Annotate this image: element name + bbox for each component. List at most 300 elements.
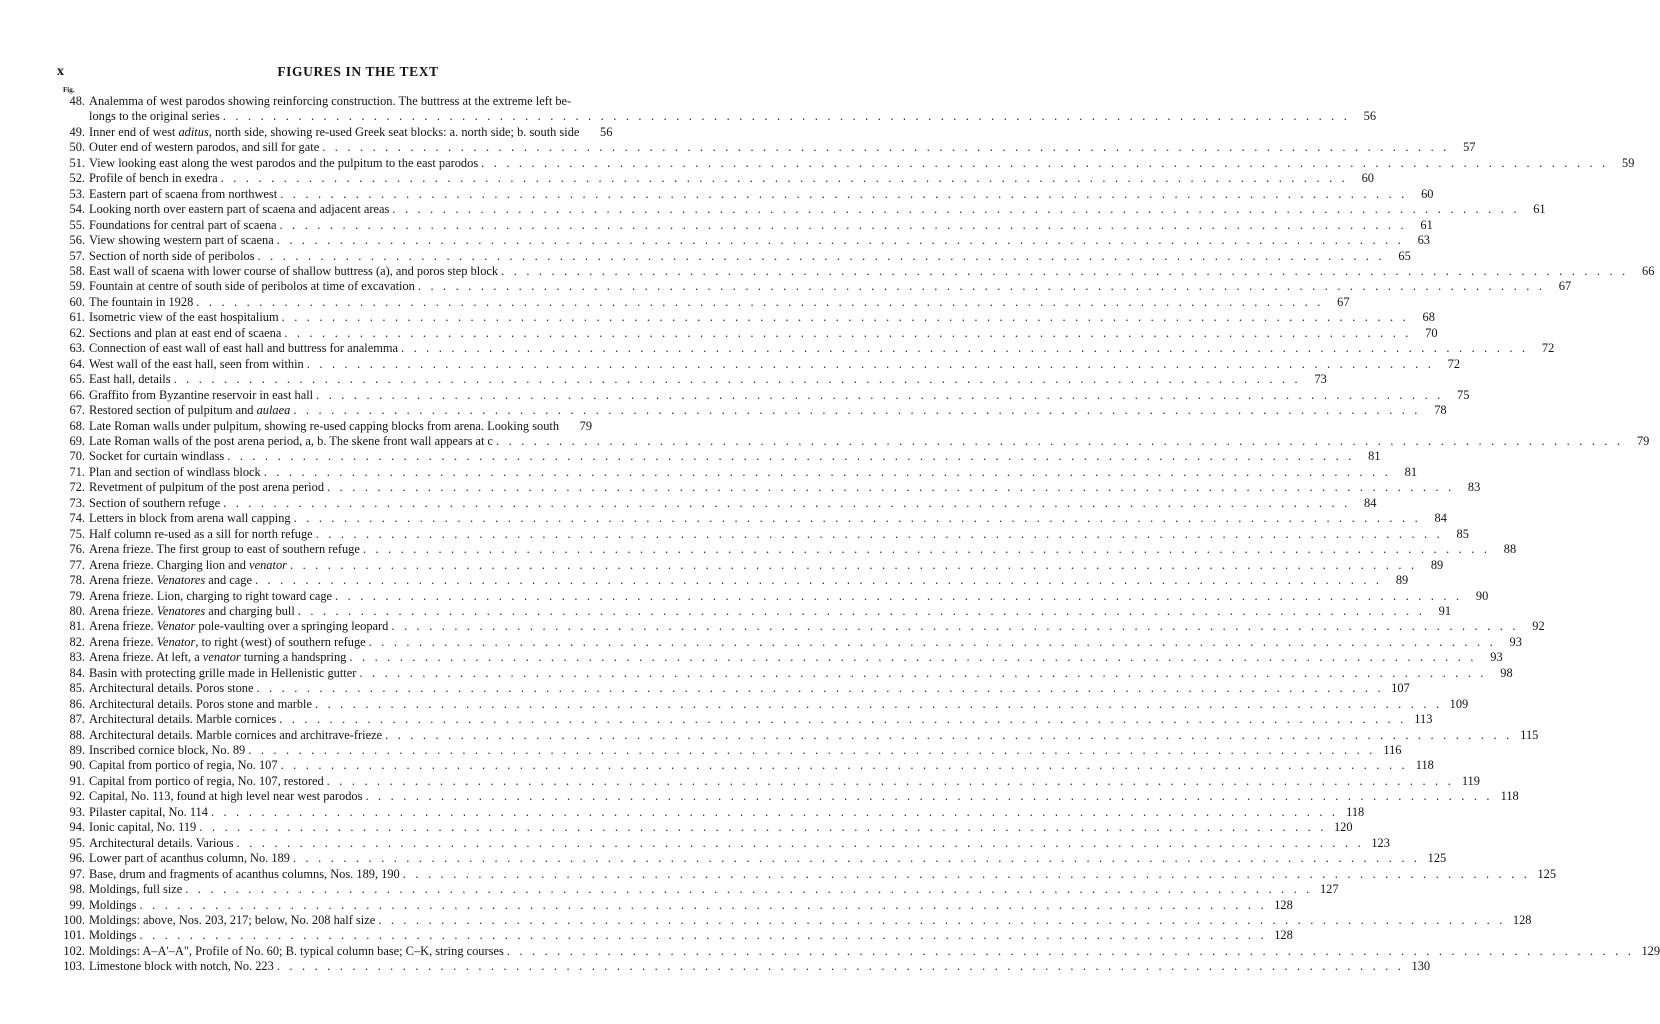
figure-number: 85. [69,681,85,696]
figure-page: 118 [1346,804,1365,819]
figure-entry [57,943,1660,959]
figure-entry-row [57,619,1545,634]
figure-entry-row [57,696,1469,712]
figure-entry [57,155,1635,171]
figure-caption: Half column re-used as a sill for north refuge [89,526,313,541]
figure-page: 88 [1503,542,1517,557]
figure-entry [57,511,1447,526]
dot-leader: . . . . . . . . . . . . . . . . . . . . . . . . . . . . . . . . . . . . . . . . . . . . . . . . . . . . . . . . . . . . . . . . . . . . . . . . . . . . . . . . . . . . . . . . . . [263,464,1392,479]
dot-leader: . . . . . . . . . . . . . . . . . . . . . . . . . . . . . . . . . . . . . . . . . . . . . . . . . . . . . . . . . . . . . . . . . . . . . . . . . . . . . . . . . . . . . . . . . . [256,681,1384,696]
figure-caption: Section of southern refuge [89,495,221,510]
dot-leader: . . . . . . . . . . . . . . . . . . . . . . . . . . . . . . . . . . . . . . . . . . . . . . . . . . . . . . . . . . . . . . . . . . . . . . . . . . . . . . . . . . . . . . . . . . [314,696,1443,711]
figure-page: 128 [1274,897,1293,912]
figure-entry-row [57,804,1365,820]
figure-page: 72 [1541,341,1555,356]
figure-entry-row [57,464,1418,480]
figure-entry [57,835,1390,851]
figure-entry [57,696,1469,712]
figure-page: 70 [1425,325,1438,340]
figure-number: 49. [69,124,85,139]
figure-number: 99. [69,897,85,912]
page-title: FIGURES IN THE TEXT [277,64,439,79]
figure-entry [57,712,1433,727]
figure-number: 79. [69,588,85,603]
figure-entry-row [57,495,1377,511]
figure-page: 118 [1415,758,1434,773]
figure-number: 89. [69,743,85,758]
page-number: x [57,64,64,79]
figure-number: 74. [69,511,85,526]
figure-number: 55. [69,217,85,232]
figure-caption: Arena frieze. Venator pole-vaulting over a springing leopard [89,619,389,634]
dot-leader: . . . . . . . . . . . . . . . . . . . . . . . . . . . . . . . . . . . . . . . . . . . . . . . . . . . . . . . . . . . . . . . . . . . . . . . . . . . . . . . . . . . . . . . . . . [335,588,1463,603]
figure-entry [57,464,1418,480]
dot-leader: . . . . . . . . . . . . . . . . . . . . . . . . . . . . . . . . . . . . . . . . . . . . . . . . . . . . . . . . . . . . . . . . . . . . . . . . . . . . . . . . . . . . . . . . . . [276,959,1405,974]
figure-entry-row [57,325,1438,341]
figure-number: 75. [69,526,85,541]
dot-leader: . . . . . . . . . . . . . . . . . . . . . . . . . . . . . . . . . . . . . . . . . . . . . . . . . . . . . . . . . . . . . . . . . . . . . . . . . . . . . . . . . . . . . . . . . . [280,758,1408,773]
figure-entry-row [57,913,1532,928]
figure-entry [57,279,1572,294]
figure-number: 88. [69,727,85,742]
figure-entry-row [57,959,1431,974]
figure-caption: Arena frieze. Charging lion and venator [89,557,287,572]
figure-entry-row [57,727,1539,743]
figure-page: 56 [600,124,613,139]
figure-number: 82. [69,634,85,649]
figure-entry [57,202,1546,217]
figure-entry-row [57,681,1410,696]
figure-number: 102. [63,943,85,958]
figure-number: 84. [69,665,85,680]
figure-entry-row [57,294,1350,310]
figure-entry [57,603,1452,619]
figure-caption: Revetment of pulpitum of the post arena period [89,480,325,495]
figure-page: 115 [1520,727,1539,742]
figure-caption: View looking east along the west parodos and the pulpitum to the east parodos [89,155,479,170]
figure-caption: Foundations for central part of scaena [89,217,277,232]
figure-number: 51. [69,155,85,170]
figure-page: 127 [1319,882,1339,897]
figure-number: 62. [69,325,85,340]
figure-entry-row [57,433,1650,449]
figure-number: 94. [69,820,85,835]
figure-entry-row [57,665,1513,681]
figure-page: 65 [1398,248,1411,263]
figure-page: 118 [1500,789,1519,804]
dot-leader: . . . . . . . . . . . . . . . . . . . . . . . . . . . . . . . . . . . . . . . . . . . . . . . . . . . . . . . . . . . . . . . . . . . . . . . . . . . . . . . . . . . . . . . . . . [362,542,1491,557]
figure-number: 103. [63,959,85,974]
figure-number: 67. [69,403,85,418]
figure-entry [57,897,1293,913]
figure-entry-row [57,155,1635,171]
figure-caption: Pilaster capital, No. 114 [89,804,208,819]
figure-entry [57,573,1409,588]
figure-page: 81 [1368,449,1381,464]
figure-number: 66. [69,387,85,402]
figure-entry-row [57,789,1519,804]
figure-entry-row [57,943,1660,959]
figure-page: 67 [1558,279,1572,294]
figure-entry [57,495,1377,511]
dot-leader: . . . . . . . . . . . . . . . . . . . . . . . . . . . . . . . . . . . . . . . . . . . . . . . . . . . . . . . . . . . . . . . . . . . . . . . . . . . . . . . . . . . . . . . . . . [276,233,1404,248]
figure-caption: The fountain in 1928 [89,294,194,309]
figure-page: 125 [1537,866,1557,881]
dot-leader: . . . . . . . . . . . . . . . . . . . . . . . . . . . . . . . . . . . . . . . . . . . . . . . . . . . . . . . . . . . . . . . . . . . . . . . . . . . . . . . . . . . . . . . . . . [210,804,1339,819]
figure-number: 57. [69,248,85,263]
figure-number: 64. [69,356,85,371]
caption-italic: Venatores [156,603,206,618]
figure-caption: Moldings: A–A'–A", Profile of No. 60; B. typical column base; C–K, string courses [89,943,504,958]
figure-page: 128 [1274,928,1293,943]
figure-number: 95. [69,835,85,850]
figure-number: 81. [69,619,85,634]
figure-entry-row [57,94,659,109]
dot-leader: . . . . . . . . . . . . . . . . . . . . . . . . . . . . . . . . . . . . . . . . . . . . . . . . . . . . . . . . . . . . . . . . . . . . . . . . . . . . . . . . . . . . . . . . . . [236,835,1364,850]
figure-page: 90 [1475,588,1489,603]
figure-entry-row [57,773,1480,789]
figure-entry [57,325,1438,341]
dot-leader: . . . . . . . . . . . . . . . . . . . . . . . . . . . . . . . . . . . . . . . . . . . . . . . . . . . . . . . . . . . . . . . . . . . . . . . . . . . . . . . . . . . . . . . . . . [326,773,1454,788]
dot-leader: . . . . . . . . . . . . . . . . . . . . . . . . . . . . . . . . . . . . . . . . . . . . . . . . . . . . . . . . . . . . . . . . . . . . . . . . . . . . . . . . . . . . . . . . . . [481,155,1609,170]
dot-leader: . . . . . . . . . . . . . . . . . . . . . . . . . . . . . . . . . . . . . . . . . . . . . . . . . . . . . . . . . . . . . . . . . . . . . . . . . . . . . . . . . . . . . . . . . . [222,109,1351,124]
figure-page: 61 [1533,202,1546,217]
figure-entry [57,851,1447,866]
figure-page: 93 [1509,634,1522,649]
figure-page: 130 [1411,959,1431,974]
figure-caption: Arena frieze. Venatores and charging bull [89,603,295,618]
figure-page: 56 [1363,109,1377,124]
figure-entry-row [57,372,1327,387]
figure-entry-row [57,851,1447,866]
dot-leader: . . . . . . . . . . . . . . . . . . . . . . . . . . . . . . . . . . . . . . . . . . . . . . . . . . . . . . . . . . . . . . . . . . . . . . . . . . . . . . . . . . . . . . . . . . [284,325,1412,340]
figure-entry [57,341,1555,356]
figure-entry-row [57,279,1572,294]
figure-page: 89 [1430,557,1444,572]
figure-entry-row [57,217,1433,233]
figure-page: 123 [1371,835,1390,850]
figure-entry [57,789,1519,804]
figure-number: 97. [69,866,85,881]
figure-page: 79 [1636,433,1650,448]
figure-page: 119 [1461,773,1480,788]
figure-caption-cont-text: longs to the original series [89,109,220,124]
figure-entry-row [57,511,1447,526]
figure-entry [57,480,1481,495]
figure-number: 72. [69,480,85,495]
figure-number: 59. [69,279,85,294]
figure-entry [57,387,1470,403]
dot-leader: . . . . . . . . . . . . . . . . . . . . . . . . . . . . . . . . . . . . . . . . . . . . . . . . . . . . . . . . . . . . . . . . . . . . . . . . . . . . . . . . . . . . . . . . . . [327,480,1455,495]
dot-leader: . . . . . . . . . . . . . . . . . . . . . . . . . . . . . . . . . . . . . . . . . . . . . . . . . . . . . . . . . . . . . . . . . . . . . . . . . . . . . . . . . . . . . . . . . . [368,634,1496,649]
dot-leader: . . . . . . . . . . . . . . . . . . . . . . . . . . . . . . . . . . . . . . . . . . . . . . . . . . . . . . . . . . . . . . . . . . . . . . . . . . . . . . . . . . . . . . . . . . [139,897,1267,912]
dot-leader: . . . . . . . . . . . . . . . . . . . . . . . . . . . . . . . . . . . . . . . . . . . . . . . . . . . . . . . . . . . . . . . . . . . . . . . . . . . . . . . . . . . . . . . . . . [359,665,1487,680]
figure-number: 68. [69,418,85,433]
dot-leader: . . . . . . . . . . . . . . . . . . . . . . . . . . . . . . . . . . . . . . . . . . . . . . . . . . . . . . . . . . . . . . . . . . . . . . . . . . . . . . . . . . . . . . . . . . [385,727,1513,742]
figure-list [57,94,1660,975]
figure-entry [57,433,1650,449]
figure-page: 61 [1420,217,1433,232]
figure-entry-row [57,743,1402,758]
figure-page: 75 [1457,387,1470,402]
figure-number: 56. [69,233,85,248]
figure-caption: Connection of east wall of east hall and buttress for analemma [89,341,398,356]
figure-entry-row [57,171,1374,186]
dot-leader: . . . . . . . . . . . . . . . . . . . . . . . . . . . . . . . . . . . . . . . . . . . . . . . . . . . . . . . . . . . . . . . . . . . . . . . . . . . . . . . . . . . . . . . . . . [378,913,1506,928]
figure-entry [57,588,1489,604]
figure-page: 63 [1417,233,1430,248]
figure-entry-row [57,650,1503,665]
figure-entry-row [57,140,1476,155]
figure-entry-row [57,603,1452,619]
figure-entry [57,557,1444,573]
figure-entry [57,913,1532,928]
dot-leader: . . . . . . . . . . . . . . . . . . . . . . . . . . . . . . . . . . . . . . . . . . . . . . . . . . . . . . . . . . . . . . . . . . . . . . . . . . . . . . . . . . . . . . . . . . [506,943,1635,958]
figure-number: 96. [69,851,85,866]
fig-column-label: Fig. [63,86,75,94]
figure-entry-row [57,573,1409,588]
figure-entry [57,542,1517,557]
figure-entry-row [57,186,1434,202]
figure-page: 81 [1404,464,1418,479]
figure-page: 129 [1641,943,1660,958]
figure-caption: Sections and plan at east end of scaena [89,325,282,340]
figure-entry-row [57,542,1517,557]
figure-number: 52. [69,171,85,186]
figure-caption: Inner end of west aditus, north side, showing re-used Greek seat blocks: a. north side; b. south side [89,124,580,139]
figure-caption: Capital from portico of regia, No. 107, restored [89,773,324,788]
figure-entry [57,526,1469,542]
dot-leader: . . . . . . . . . . . . . . . . . . . . . . . . . . . . . . . . . . . . . . . . . . . . . . . . . . . . . . . . . . . . . . . . . . . . . . . . . . . . . . . . . . . . . . . . . . [280,186,1408,201]
figure-number: 50. [69,140,85,155]
figure-entry [57,94,1377,125]
figure-caption: Eastern part of scaena from northwest [89,186,278,201]
figure-entry-row [57,449,1381,464]
figure-number: 63. [69,341,85,356]
dot-leader: . . . . . . . . . . . . . . . . . . . . . . . . . . . . . . . . . . . . . . . . . . . . . . . . . . . . . . . . . . . . . . . . . . . . . . . . . . . . . . . . . . . . . . . . . . [257,248,1385,263]
figure-entry [57,171,1374,186]
figure-entry-row [57,897,1293,913]
caption-italic: venator [202,650,241,665]
figure-number: 100. [63,913,85,928]
figure-entry [57,758,1434,773]
dot-leader: . . . . . . . . . . . . . . . . . . . . . . . . . . . . . . . . . . . . . . . . . . . . . . . . . . . . . . . . . . . . . . . . . . . . . . . . . . . . . . . . . . . . . . . . . . [315,526,1443,541]
figure-entry [57,820,1353,835]
figure-number: 65. [69,372,85,387]
dot-leader: . . . . . . . . . . . . . . . . . . . . . . . . . . . . . . . . . . . . . . . . . . . . . . . . . . . . . . . . . . . . . . . . . . . . . . . . . . . . . . . . . . . . . . . . . . [289,557,1418,572]
figure-number: 101. [63,928,85,943]
dot-leader: . . . . . . . . . . . . . . . . . . . . . . . . . . . . . . . . . . . . . . . . . . . . . . . . . . . . . . . . . . . . . . . . . . . . . . . . . . . . . . . . . . . . . . . . . . [400,341,1529,356]
figure-entry-row [57,526,1469,542]
dot-leader: . . . . . . . . . . . . . . . . . . . . . . . . . . . . . . . . . . . . . . . . . . . . . . . . . . . . . . . . . . . . . . . . . . . . . . . . . . . . . . . . . . . . . . . . . . [496,433,1624,448]
figure-entry-row [57,820,1353,835]
figure-entry [57,217,1433,233]
figure-caption: Moldings [89,928,137,943]
dot-leader: . . . . . . . . . . . . . . . . . . . . . . . . . . . . . . . . . . . . . . . . . . . . . . . . . . . . . . . . . . . . . . . . . . . . . . . . . . . . . . . . . . . . . . . . . . [139,928,1267,943]
figure-caption: East hall, details [89,372,171,387]
figure-entry [57,804,1365,820]
dot-leader: . . . . . . . . . . . . . . . . . . . . . . . . . . . . . . . . . . . . . . . . . . . . . . . . . . . . . . . . . . . . . . . . . . . . . . . . . . . . . . . . . . . . . . . . . . [365,789,1493,804]
figure-entry-row [57,634,1522,650]
figure-entry [57,727,1539,743]
figure-entry-row [57,387,1470,403]
figure-caption: Arena frieze. Lion, charging to right toward cage [89,588,333,603]
figure-entry [57,665,1513,681]
figure-page: 107 [1391,681,1410,696]
figure-caption: View showing western part of scaena [89,233,274,248]
figure-page: 60 [1421,186,1434,201]
figure-caption: Architectural details. Poros stone and marble [89,696,312,711]
caption-italic: aulaea [256,403,291,418]
figure-entry [57,294,1350,310]
figure-caption: Capital from portico of regia, No. 107 [89,758,278,773]
figure-page: 57 [1463,140,1476,155]
figure-page: 59 [1622,155,1635,170]
figure-caption: Isometric view of the east hospitalium [89,310,279,325]
figure-caption: Capital, No. 113, found at high level near west parodos [89,789,363,804]
figure-entry [57,186,1434,202]
figure-entry [57,372,1327,387]
figure-caption: Arena frieze. Venatores and cage [89,573,252,588]
dot-leader: . . . . . . . . . . . . . . . . . . . . . . . . . . . . . . . . . . . . . . . . . . . . . . . . . . . . . . . . . . . . . . . . . . . . . . . . . . . . . . . . . . . . . . . . . . [501,263,1629,278]
figure-page: 68 [1422,310,1435,325]
figure-number: 69. [69,433,85,448]
figure-caption: Letters in block from arena wall capping [89,511,291,526]
figure-number: 90. [69,758,85,773]
dot-leader: . . . . . . . . . . . . . . . . . . . . . . . . . . . . . . . . . . . . . . . . . . . . . . . . . . . . . . . . . . . . . . . . . . . . . . . . . . . . . . . . . . . . . . . . . . [402,866,1531,881]
figure-caption: Arena frieze. Venator, to right (west) of southern refuge [89,634,366,649]
figure-entry-row [57,263,1655,279]
figure-caption: Moldings [89,897,137,912]
dot-leader: . . . . . . . . . . . . . . . . . . . . . . . . . . . . . . . . . . . . . . . . . . . . . . . . . . . . . . . . . . . . . . . . . . . . . . . . . . . . . . . . . . . . . . . . . . [392,202,1520,217]
figure-entry [57,650,1503,665]
figure-entry-row [57,419,659,434]
figure-caption: Graffito from Byzantine reservoir in east hall [89,387,314,402]
figure-page: 79 [579,418,593,433]
dot-leader: . . . . . . . . . . . . . . . . . . . . . . . . . . . . . . . . . . . . . . . . . . . . . . . . . . . . . . . . . . . . . . . . . . . . . . . . . . . . . . . . . . . . . . . . . . [293,403,1421,418]
figure-entry-row [57,557,1444,573]
dot-leader: . . . . . . . . . . . . . . . . . . . . . . . . . . . . . . . . . . . . . . . . . . . . . . . . . . . . . . . . . . . . . . . . . . . . . . . . . . . . . . . . . . . . . . . . . . [279,712,1407,727]
figure-entry-row [57,928,1293,943]
figure-number: 54. [69,202,85,217]
dot-leader: . . . . . . . . . . . . . . . . . . . . . . . . . . . . . . . . . . . . . . . . . . . . . . . . . . . . . . . . . . . . . . . . . . . . . . . . . . . . . . . . . . . . . . . . . . [292,851,1421,866]
figure-entry [57,743,1402,758]
figure-entry-row [57,866,1557,882]
figure-page: 89 [1395,573,1409,588]
dot-leader: . . . . . . . . . . . . . . . . . . . . . . . . . . . . . . . . . . . . . . . . . . . . . . . . . . . . . . . . . . . . . . . . . . . . . . . . . . . . . . . . . . . . . . . . . . [306,356,1435,371]
figure-caption: Restored section of pulpitum and aulaea [89,403,291,418]
figure-caption: Architectural details. Marble cornices [89,712,277,727]
figure-caption: Late Roman walls under pulpitum, showing re-used capping blocks from arena. Looking south [89,418,560,433]
figure-entry-row [57,403,1447,418]
figure-entry [57,233,1430,248]
figure-entry-row [57,202,1546,217]
figure-entry [57,248,1411,264]
figure-caption: Analemma of west parodos showing reinforcing construction. The buttress at the extreme left be- [89,94,572,108]
figure-entry-row [57,588,1489,604]
figure-entry-row [57,356,1461,372]
figure-entry-row [57,882,1339,897]
dot-leader: . . . . . . . . . . . . . . . . . . . . . . . . . . . . . . . . . . . . . . . . . . . . . . . . . . . . . . . . . . . . . . . . . . . . . . . . . . . . . . . . . . . . . . . . . . [185,882,1313,897]
figure-entry [57,449,1381,464]
figure-number: 87. [69,712,85,727]
figure-entry [57,125,659,140]
figure-number: 80. [69,603,85,618]
figure-number: 73. [69,495,85,510]
figure-caption: Architectural details. Various [89,835,234,850]
figure-page: 85 [1456,526,1469,541]
figure-page: 67 [1337,294,1350,309]
dot-leader: . . . . . . . . . . . . . . . . . . . . . . . . . . . . . . . . . . . . . . . . . . . . . . . . . . . . . . . . . . . . . . . . . . . . . . . . . . . . . . . . . . . . . . . . . . [316,387,1444,402]
figure-page: 92 [1532,619,1545,634]
figure-caption: Section of north side of peribolos [89,248,255,263]
figure-entry [57,619,1545,634]
dot-leader: . . . . . . . . . . . . . . . . . . . . . . . . . . . . . . . . . . . . . . . . . . . . . . . . . . . . . . . . . . . . . . . . . . . . . . . . . . . . . . . . . . . . . . . . . . [391,619,1519,634]
dot-leader: . . . . . . . . . . . . . . . . . . . . . . . . . . . . . . . . . . . . . . . . . . . . . . . . . . . . . . . . . . . . . . . . . . . . . . . . . . . . . . . . . . . . . . . . . . [248,743,1376,758]
caption-italic: Venatores [156,573,206,588]
figure-caption: Base, drum and fragments of acanthus columns, Nos. 189, 190 [89,866,400,881]
figure-number: 76. [69,542,85,557]
figure-caption: West wall of the east hall, seen from within [89,356,304,371]
dot-leader: . . . . . . . . . . . . . . . . . . . . . . . . . . . . . . . . . . . . . . . . . . . . . . . . . . . . . . . . . . . . . . . . . . . . . . . . . . . . . . . . . . . . . . . . . . [173,372,1301,387]
figure-page: 66 [1642,263,1655,278]
dot-leader: . . . . . . . . . . . . . . . . . . . . . . . . . . . . . . . . . . . . . . . . . . . . . . . . . . . . . . . . . . . . . . . . . . . . . . . . . . . . . . . . . . . . . . . . . . [417,279,1546,294]
figure-number: 77. [69,557,85,572]
figure-entry-row [57,712,1433,727]
figure-page: 109 [1449,696,1469,711]
figure-entry-row [57,480,1481,495]
figure-caption: Architectural details. Poros stone [89,681,254,696]
figure-entry [57,634,1522,650]
figure-entry-row [57,248,1411,264]
figure-caption: East wall of scaena with lower course of shallow buttress (a), and poros step block [89,263,499,278]
figure-caption: Looking north over eastern part of scaena and adjacent areas [89,202,390,217]
figure-caption-continuation [57,109,1377,124]
dot-leader: . . . . . . . . . . . . . . . . . . . . . . . . . . . . . . . . . . . . . . . . . . . . . . . . . . . . . . . . . . . . . . . . . . . . . . . . . . . . . . . . . . . . . . . . . . [227,449,1355,464]
figure-caption: Arena frieze. The first group to east of southern refuge [89,542,360,557]
dot-leader: . . . . . . . . . . . . . . . . . . . . . . . . . . . . . . . . . . . . . . . . . . . . . . . . . . . . . . . . . . . . . . . . . . . . . . . . . . . . . . . . . . . . . . . . . . [322,140,1450,155]
dot-leader: . . . . . . . . . . . . . . . . . . . . . . . . . . . . . . . . . . . . . . . . . . . . . . . . . . . . . . . . . . . . . . . . . . . . . . . . . . . . . . . . . . . . . . . . . . [349,650,1477,665]
figure-page: 116 [1383,743,1402,758]
figure-page: 83 [1467,480,1481,495]
figure-entry-row [57,310,1435,325]
figure-entry [57,419,659,434]
dot-leader: . . . . . . . . . . . . . . . . . . . . . . . . . . . . . . . . . . . . . . . . . . . . . . . . . . . . . . . . . . . . . . . . . . . . . . . . . . . . . . . . . . . . . . . . . . [281,310,1409,325]
figure-page: 84 [1434,511,1447,526]
dot-leader: . . . . . . . . . . . . . . . . . . . . . . . . . . . . . . . . . . . . . . . . . . . . . . . . . . . . . . . . . . . . . . . . . . . . . . . . . . . . . . . . . . . . . . . . . . [297,603,1426,618]
figure-entry-row [57,125,659,140]
figure-entry [57,882,1339,897]
figure-caption: Basin with protecting grille made in Hellenistic gutter [89,665,357,680]
figure-page: 60 [1361,171,1374,186]
figure-page: 91 [1438,603,1452,618]
figure-number: 61. [69,310,85,325]
figure-number: 70. [69,449,85,464]
figure-entry [57,263,1655,279]
figure-number: 78. [69,573,85,588]
figure-number: 93. [69,804,85,819]
figure-page: 84 [1364,495,1377,510]
dot-leader: . . . . . . . . . . . . . . . . . . . . . . . . . . . . . . . . . . . . . . . . . . . . . . . . . . . . . . . . . . . . . . . . . . . . . . . . . . . . . . . . . . . . . . . . . . [223,495,1351,510]
figure-entry [57,356,1461,372]
caption-italic: venator [249,557,287,572]
figure-caption: Arena frieze. At left, a venator turning a handspring [89,650,347,665]
dot-leader: . . . . . . . . . . . . . . . . . . . . . . . . . . . . . . . . . . . . . . . . . . . . . . . . . . . . . . . . . . . . . . . . . . . . . . . . . . . . . . . . . . . . . . . . . . [199,820,1327,835]
caption-italic: Venator [156,634,196,649]
dot-leader: . . . . . . . . . . . . . . . . . . . . . . . . . . . . . . . . . . . . . . . . . . . . . . . . . . . . . . . . . . . . . . . . . . . . . . . . . . . . . . . . . . . . . . . . . . [293,511,1421,526]
figure-caption: Fountain at centre of south side of peribolos at time of excavation [89,279,415,294]
figure-entry-row [57,341,1555,356]
